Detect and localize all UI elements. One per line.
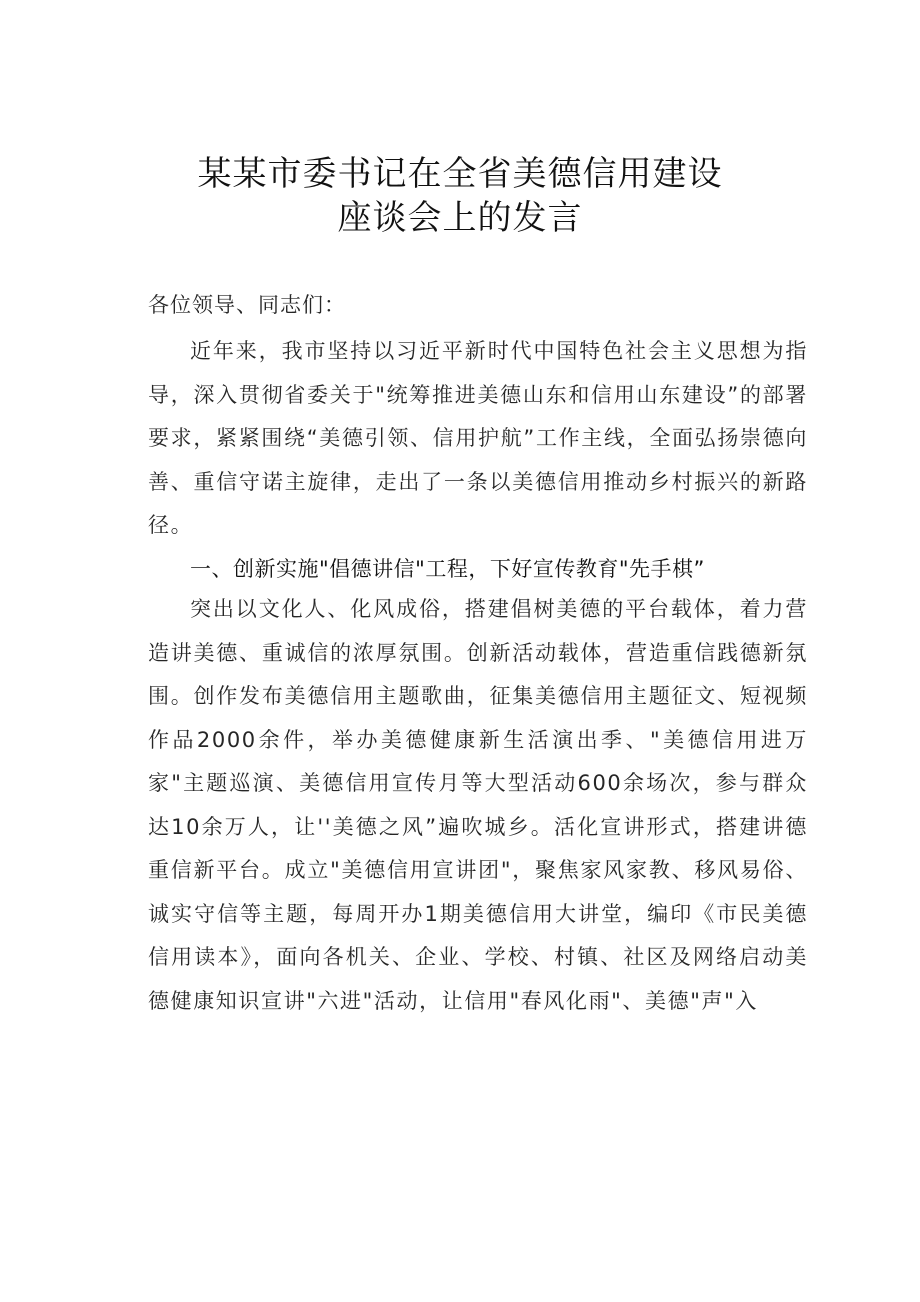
salutation: 各位领导、同志们：: [148, 293, 346, 317]
document-title-line-1: 某某市委书记在全省美德信用建设: [197, 154, 723, 194]
document-title-line-2: 座谈会上的发言: [337, 198, 583, 238]
section-heading-1: 一、创新实施"倡德讲信"工程，下好宣传教育"先手棋”: [190, 557, 705, 581]
paragraph-section-1: 突出以文化人、化风成俗，搭建倡树美德的平台载体，着力营造讲美德、重诚信的浓厚氛围。创新活动载体，营造重信践德新氛围。创作发布美德信用主题歌曲，征集美德信用主题征文、短视频作品2000余件，举办美德健康新生活演出季、"美德信用进万家"主题巡演、美德信用宣传月等大型活动600余场次，参与群众达10余万人，让''美德之风”遍吹城乡。活化宣讲形式，搭建讲德重信新平台。成立"美德信用宣讲团"，聚焦家风家教、移风易俗、诚实守信等主题，每周开办1期美德信用大讲堂，编印《市民美德信用读本》，面向各机关、企业、学校、村镇、社区及网络启动美德健康知识宣讲"六进"活动，让信用"春风化雨"、美德"声"入: [148, 597, 808, 1013]
paragraph-intro: 近年来，我市坚持以习近平新时代中国特色社会主义思想为指导，深入贯彻省委关于"统筹推进美德山东和信用山东建设”的部署要求，紧紧围绕“美德引领、信用护航”工作主线，全面弘扬崇德向善、重信守诺主旋律，走出了一条以美德信用推动乡村振兴的新路径。: [148, 339, 808, 537]
